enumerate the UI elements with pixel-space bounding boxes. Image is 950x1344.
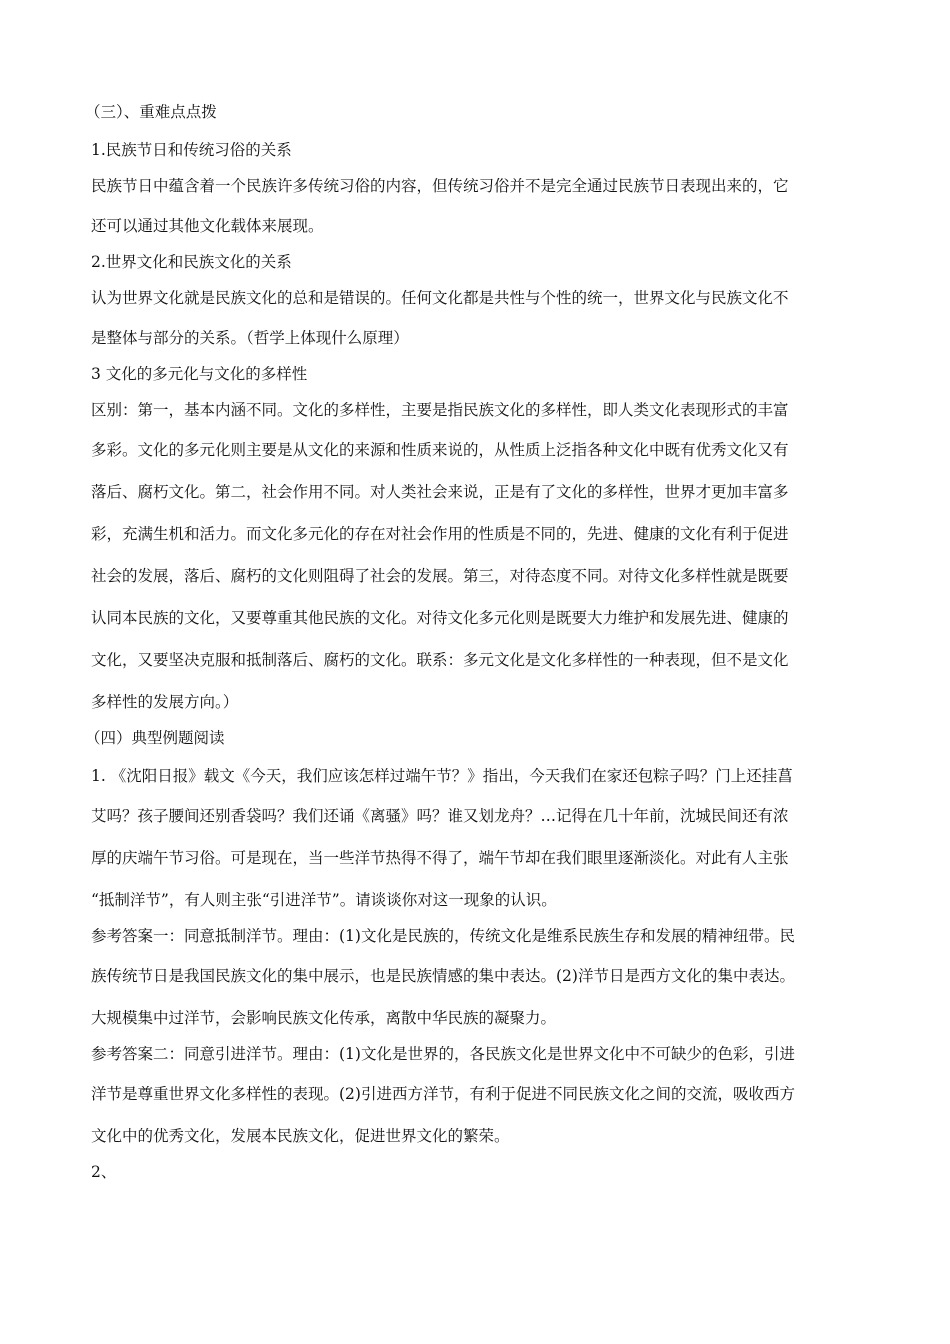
text-line: 是整体与部分的关系。（哲学上体现什么原理）: [91, 329, 409, 347]
text-line: 洋节是尊重世界文化多样性的表现。(2)引进西方洋节，有利于促进不同民族文化之间的交流，吸收西方: [91, 1085, 795, 1103]
subheading-1: 1.民族节日和传统习俗的关系: [91, 141, 292, 159]
text-line: “抵制洋节”，有人则主张“引进洋节”。请谈谈你对这一现象的认识。: [91, 891, 557, 909]
section-heading-examples: （四）典型例题阅读: [85, 729, 225, 747]
text-line: 参考答案一：同意抵制洋节。理由：(1)文化是民族的，传统文化是维系民族生存和发展的精神纽带。民: [91, 927, 795, 945]
section-heading-key-points: （三）、重难点点拨: [85, 103, 217, 121]
text-line: 民族节日中蕴含着一个民族许多传统习俗的内容，但传统习俗并不是完全通过民族节日表现出来的，它: [91, 177, 789, 195]
text-line: 多彩。文化的多元化则主要是从文化的来源和性质来说的，从性质上泛指各种文化中既有优秀文化又有: [91, 441, 789, 459]
text-line: 落后、腐朽文化。第二，社会作用不同。对人类社会来说，正是有了文化的多样性，世界才更加丰富多: [91, 483, 789, 501]
text-line: 多样性的发展方向。）: [91, 693, 239, 711]
text-line: 大规模集中过洋节，会影响民族文化传承，离散中华民族的凝聚力。: [91, 1009, 557, 1027]
text-line: 文化中的优秀文化，发展本民族文化，促进世界文化的繁荣。: [91, 1127, 510, 1145]
text-line: 族传统节日是我国民族文化的集中展示，也是民族情感的集中表达。(2)洋节日是西方文化的集中表达。: [91, 967, 795, 985]
text-line: 还可以通过其他文化载体来展现。: [91, 217, 324, 235]
text-line: 社会的发展，落后、腐朽的文化则阻碍了社会的发展。第三，对待态度不同。对待文化多样性就是既要: [91, 567, 789, 585]
text-line: 厚的庆端午节习俗。可是现在，当一些洋节热得不得了，端午节却在我们眼里逐渐淡化。对此有人主张: [91, 849, 789, 867]
text-line: 彩，充满生机和活力。而文化多元化的存在对社会作用的性质是不同的，先进、健康的文化有利于促进: [91, 525, 789, 543]
text-line: 1. 《沈阳日报》载文《今天，我们应该怎样过端午节？》指出，今天我们在家还包粽子吗？门上还挂菖: [91, 767, 793, 785]
text-line: 认为世界文化就是民族文化的总和是错误的。任何文化都是共性与个性的统一，世界文化与民族文化不: [91, 289, 789, 307]
subheading-2: 2.世界文化和民族文化的关系: [91, 253, 292, 271]
text-line: 参考答案二：同意引进洋节。理由：(1)文化是世界的，各民族文化是世界文化中不可缺少的色彩，引进: [91, 1045, 795, 1063]
question-number-2: 2、: [91, 1163, 117, 1181]
text-line: 文化，又要坚决克服和抵制落后、腐朽的文化。联系：多元文化是文化多样性的一种表现，但不是文化: [91, 651, 789, 669]
text-line: 艾吗？孩子腰间还别香袋吗？我们还诵《离骚》吗？谁又划龙舟？…记得在几十年前，沈城民间还有浓: [91, 807, 789, 825]
text-line: 认同本民族的文化，又要尊重其他民族的文化。对待文化多元化则是既要大力维护和发展先进、健康的: [91, 609, 789, 627]
text-line: 区别：第一，基本内涵不同。文化的多样性，主要是指民族文化的多样性，即人类文化表现形式的丰富: [91, 401, 789, 419]
subheading-3: 3 文化的多元化与文化的多样性: [91, 365, 308, 383]
